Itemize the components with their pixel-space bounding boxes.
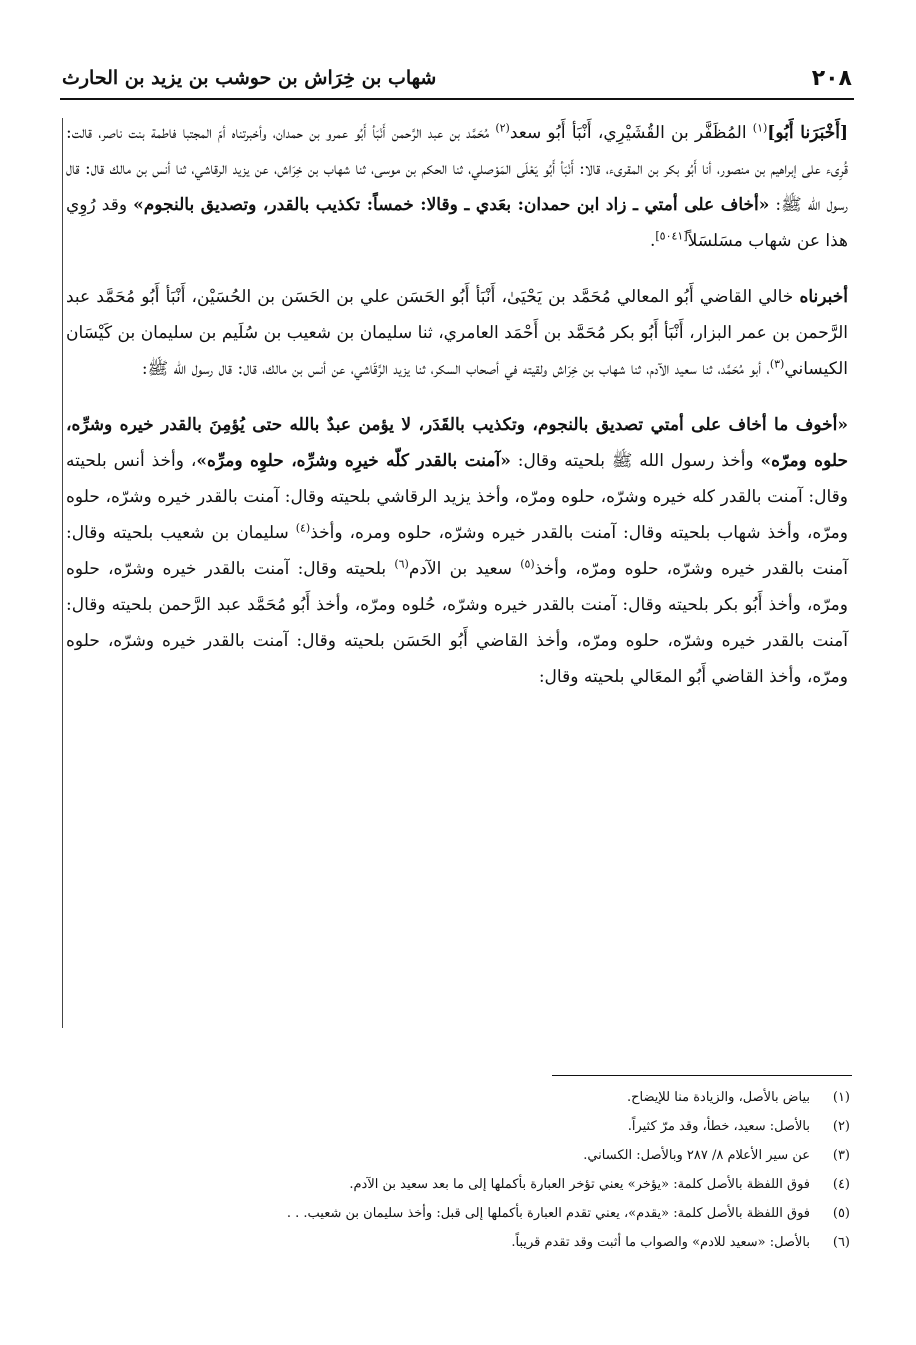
running-header	[62, 60, 852, 96]
paragraph-3-text-d: سعيد بن الآدم	[408, 559, 521, 579]
footnote-number: (٢)	[832, 1119, 850, 1134]
footnote	[66, 1112, 850, 1141]
footnote-ref-2: (٢)	[495, 121, 510, 135]
footnote-text: فوق اللفظة بالأصل كلمة: «يقدم»، يعني تقدم العبارة بأكملها إلى قبل: وأخذ سليمان بن شعيب. . .	[286, 1206, 810, 1221]
paragraph-3-text-b: ، وأخذ أنس بلحيته وقال: آمنت بالقدر كله خيره وشرّه، حلوه ومرّه، وأخذ يزيد الرقاشي بلحيته وقال: آمنت بالقدر خيره وشرّه، حلوه ومرّه، وأخذ شهاب بلحيته وقال: آمنت بالقدر خيره وشرّه، حلوه ومره، وأخذ	[66, 451, 848, 543]
footnotes	[66, 1083, 850, 1257]
paragraph-1-text-d: .	[649, 231, 656, 251]
paragraph-3	[66, 407, 848, 695]
hadith-text-3: «آمنت بالقدر كلّه خيرِه وشرِّه، حلوِه ومرِّه»	[196, 451, 511, 471]
footnote-ref-1: (١)	[752, 121, 768, 135]
footnote-ref-6: (٦)	[394, 557, 409, 571]
footnote	[66, 1228, 850, 1257]
paragraph-1-text-a: المُظَفَّر بن القُشَيْرِي، أَنْبَأ أَبُو سعد	[509, 123, 753, 143]
footnote-number: (٦)	[832, 1235, 850, 1250]
paragraph-1-text-c: وقد رُوِي هذا عن شهاب مسَلسَلاً	[66, 195, 848, 251]
page-number: ٢٠٨	[811, 65, 852, 91]
footnote-rule	[552, 1075, 852, 1076]
running-title: شهاب بن خِرَاش بن حوشب بن يزيد بن الحارث	[62, 67, 437, 89]
paragraph-2-text-a: خالي القاضي أَبُو المعالي مُحَمَّد بن يَحْيَىٰ، أَنْبَأ أَبُو الحَسَن علي بن الحَسَن بن الحُسَيْن، أَنْبَأ أَبُو مُحَمَّد عبد الرَّحمن بن عمر البزار، أَنْبَأ أَبُو بكر مُحَمَّد بن أَحْمَد العامري، ثنا سليمان بن شعيب بن سُلَيم بن سليمان بن كَيْسَان الكيساني	[66, 287, 848, 379]
footnote-ref-5: (٥)	[520, 557, 535, 571]
footnote-text: بالأصل: سعيد، خطأ، وقد مرّ كثيراً.	[627, 1119, 810, 1134]
footnote-number: (٣)	[832, 1148, 850, 1163]
footnote	[66, 1083, 850, 1112]
footnote-ref-3: (٣)	[769, 357, 785, 371]
footnote	[66, 1170, 850, 1199]
footnote-text: عن سير الأعلام ٨/ ٢٨٧ وبالأصل: الكساني.	[583, 1148, 810, 1163]
footnote	[66, 1141, 850, 1170]
footnote-number: (٥)	[832, 1206, 850, 1221]
main-text	[66, 115, 848, 695]
hadith-number: [٥٠٤١]	[655, 229, 688, 243]
paragraph-3-text-a: وأخذ رسول الله ﷺ بلحيته وقال:	[510, 451, 761, 471]
paragraph-1-text-b: مُحَمَّد بن عبد الرَّحمن أَنْبَأ أَبُو عمرو بن حمدان، وأخبرتناه أمّ المجتبا فاطمة بنت ناصر، قالت: قُرِىء على إبراهيم بن منصور، أنا أَبُو بكر بن المقرىء، قالا: أَنْبَأ أَبُو يَعْلَى المَوْصلي، ثنا الحكم بن موسى، ثنا شهاب بن خِرَاش، عن يزيد الرقاشي، ثنا أنس بن مالك قال: قال رسول الله ﷺ:	[66, 123, 848, 215]
paragraph-3-text-c: سليمان بن شعيب بلحيته وقال: آمنت بالقدر خيره وشرّه، حلوه ومرّه، وأخذ	[66, 523, 848, 579]
hadith-text-2: «أخوف ما أخاف على أمتي تصديق بالنجوم، وتكذيب بالقَدَر، لا يؤمن عبدٌ بالله حتى يُؤمِنَ بالقدر خيره وشرِّه، حلوه ومرّه»	[66, 415, 848, 471]
paragraph-2-text-b: ، أبو مُحَمَّد، ثنا سعيد الآدم، ثنا شهاب بن خِرَاش ولقيته في أصحاب السكر، ثنا يزيد الرَّقَاشي، عن أنس بن مالك، قال: قال رسول الله ﷺ:	[141, 359, 770, 379]
paragraph-2	[66, 279, 848, 387]
footnote-number: (١)	[832, 1090, 850, 1105]
paragraph-3-text-e: بلحيته وقال: آمنت بالقدر خيره وشرّه، حلوه ومرّه، وأخذ أَبُو بكر بلحيته وقال: آمنت بالقدر خيره وشرّه، حُلوه ومرّه، وأخذ أَبُو مُحَمَّد عبد الرَّحمن بلحيته وقال: آمنت بالقدر خيره وشرّه، حلوه ومرّه، وأخذ القاضي أَبُو الحَسَن بلحيته وقال: آمنت بالقدر خيره وشرّه، حلوه ومرّه، وأخذ القاضي أَبُو المعَالي بلحيته وقال:	[66, 559, 848, 687]
footnote-number: (٤)	[832, 1177, 850, 1192]
paragraph-1	[66, 115, 848, 259]
margin-line	[62, 118, 63, 1028]
paragraph-1-lead: [أَخْبَرَنا أَبُو]	[767, 123, 848, 143]
header-rule	[60, 98, 854, 100]
footnote-text: بياض بالأصل، والزيادة منا للإيضاح.	[627, 1090, 810, 1105]
footnote	[66, 1199, 850, 1228]
hadith-text-1: «أخاف على أمتي ـ زاد ابن حمدان: بعَدي ـ وقالا: خمساً: تكذيب بالقدر، وتصديق بالنجوم»	[133, 195, 770, 215]
footnote-ref-4: (٤)	[295, 521, 311, 535]
footnote-text: بالأصل: «سعيد للادم» والصواب ما أثبت وقد تقدم قريباً.	[511, 1235, 810, 1250]
paragraph-2-lead: أخبرناه	[799, 287, 848, 307]
footnote-text: فوق اللفظة بالأصل كلمة: «يؤخر» يعني تؤخر العبارة بأكملها إلى ما بعد سعيد بن الآدم.	[349, 1177, 810, 1192]
